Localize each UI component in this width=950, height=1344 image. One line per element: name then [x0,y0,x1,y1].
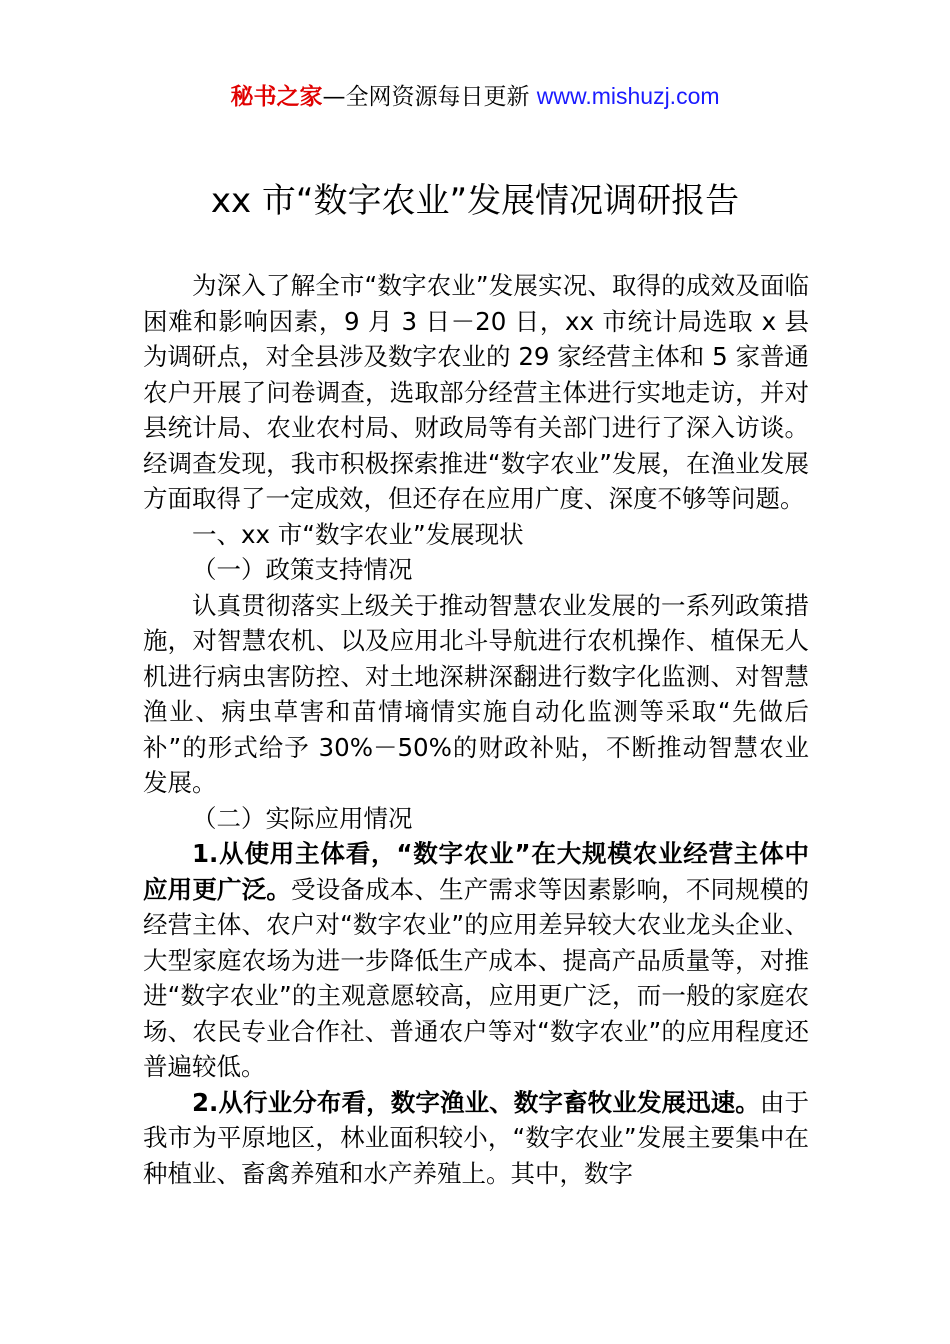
policy-support-paragraph: 认真贯彻落实上级关于推动智慧农业发展的一系列政策措施，对智慧农机、以及应用北斗导航进行农机操作、植保无人机进行病虫害防控、对土地深耕深翻进行数字化监测、对智慧渔业、病虫草害和苗情墒情实施自动化监测等采取“先做后补”的形式给予 30%－50%的财政补贴，不断推动智慧农业发展。 [143,590,809,797]
point-2-paragraph [143,1085,809,1192]
point-2-lead: 2.从行业分布看，数字渔业、数字畜牧业发展迅速。 [192,1087,760,1117]
point-1-text: 受设备成本、生产需求等因素影响，不同规模的经营主体、农户对“数字农业”的应用差异较大农业龙头企业、大型家庭农场为进一步降低生产成本、提高产品质量等，对推进“数字农业”的主观意愿较高，应用更广泛，而一般的家庭农场、农民专业合作社、普通农户等对“数字农业”的应用程度还普遍较低。 [143,874,810,1081]
site-tagline: —全网资源每日更新 [322,84,537,110]
point-2-text: 由于我市为平原地区，林业面积较小，“数字农业”发展主要集中在种植业、畜禽养殖和水产养殖上。其中，数字 [143,1087,810,1188]
intro-paragraph: 为深入了解全市“数字农业”发展实况、取得的成效及面临困难和影响因素，9 月 3 日－20 日，xx 市统计局选取 x 县为调研点，对全县涉及数字农业的 29 家经营主体和 5 家普通农户开展了问卷调查，选取部分经营主体进行实地走访，并对县统计局、农业农村局、财政局等有关部门进行了深入访谈。经调查发现，我市积极探索推进“数字农业”发展，在渔业发展方面取得了一定成效，但还存在应用广度、深度不够等问题。 [143,271,809,513]
site-header [0,80,950,113]
point-1-lead: 1.从使用主体看，“数字农业”在大规模农业经营主体中应用更广泛。 [143,839,809,904]
site-url-link[interactable]: www.mishuzj.com [536,83,720,109]
document-title: xx 市“数字农业”发展情况调研报告 [210,181,740,221]
point-1-paragraph [143,836,809,1085]
document-body [143,268,809,1191]
site-brand: 秘书之家 [230,84,323,110]
subsection-1-heading: （一）政策支持情况 [192,555,413,584]
subsection-2-heading: （二）实际应用情况 [192,803,413,833]
section-1-heading: 一、xx 市“数字农业”发展现状 [192,519,524,549]
